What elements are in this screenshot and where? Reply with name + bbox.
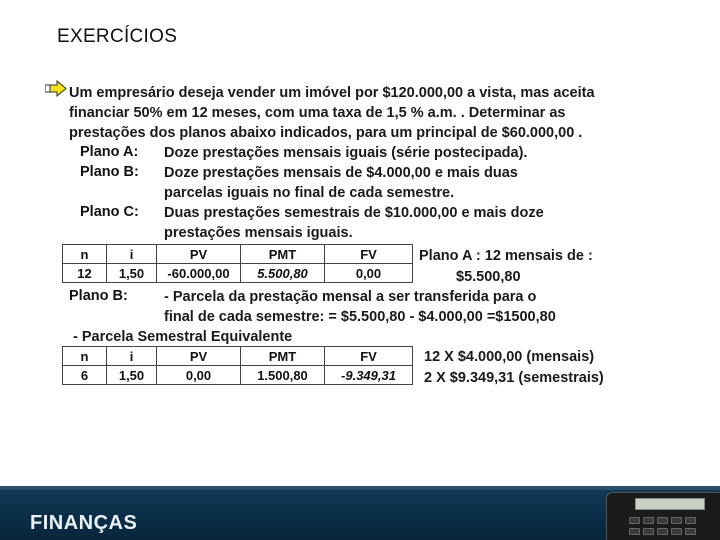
header-i: i [107,347,157,366]
cell-n: 6 [63,366,107,385]
problem-line-3: prestações dos planos abaixo indicados, para um principal de $60.000,00 . [69,125,583,141]
table-row [63,264,413,283]
plan-b-note-2: 2 X $9.349,31 (semestrais) [424,370,604,386]
plan-a-label: Plano A: [80,144,139,160]
calc-table-plan-a [62,244,413,283]
header-pv: PV [157,347,241,366]
plan-b-line-2: final de cada semestre: = $5.500,80 - $4.000,00 =$1500,80 [164,309,556,325]
cell-i: 1,50 [107,264,157,283]
calculator-key-icon [657,528,668,535]
problem-line-1: Um empresário deseja vender um imóvel por $120.000,00 a vista, mas aceita [69,85,595,101]
plan-a-note-1: Plano A : 12 mensais de : [419,248,593,264]
header-pmt: PMT [241,245,325,264]
footer-title: FINANÇAS [30,512,138,534]
cell-pmt: 1.500,80 [241,366,325,385]
header-pmt: PMT [241,347,325,366]
header-i: i [107,245,157,264]
header-fv: FV [325,347,413,366]
calculator-key-icon [671,517,682,524]
plan-b-desc-2: parcelas iguais no final de cada semestre. [164,185,455,201]
plan-c-desc-2: prestações mensais iguais. [164,225,353,241]
plan-a-desc: Doze prestações mensais iguais (série postecipada). [164,145,528,161]
calculator-key-icon [685,517,696,524]
calculator-key-icon [657,517,668,524]
slide-title: EXERCÍCIOS [57,26,178,47]
calculator-key-icon [629,517,640,524]
plan-b-section-label: Plano B: [69,288,128,304]
calculator-key-icon [685,528,696,535]
problem-line-2: financiar 50% em 12 meses, com uma taxa de 1,5 % a.m. . Determinar as [69,105,566,121]
plan-b-line-1: - Parcela da prestação mensal a ser transferida para o [164,289,537,305]
cell-n: 12 [63,264,107,283]
header-n: n [63,347,107,366]
cell-pv: -60.000,00 [157,264,241,283]
header-n: n [63,245,107,264]
plan-a-note-2: $5.500,80 [456,269,521,285]
plan-c-label: Plano C: [80,204,139,220]
calculator-key-icon [643,528,654,535]
cell-pv: 0,00 [157,366,241,385]
calculator-key-icon [671,528,682,535]
calculator-key-icon [643,517,654,524]
plan-b-note-1: 12 X $4.000,00 (mensais) [424,349,595,365]
calculator-key-icon [629,528,640,535]
calculator-screen-icon [635,498,705,510]
plan-c-desc-1: Duas prestações semestrais de $10.000,00 e mais doze [164,205,544,221]
calculator-icon [606,492,720,540]
header-pv: PV [157,245,241,264]
footer-banner [0,486,720,540]
cell-i: 1,50 [107,366,157,385]
plan-b-label: Plano B: [80,164,139,180]
table-header-row [63,245,413,264]
cell-fv: -9.349,31 [325,366,413,385]
footer-band [0,486,720,490]
equiv-label: - Parcela Semestral Equivalente [73,329,293,345]
plan-b-desc-1: Doze prestações mensais de $4.000,00 e mais duas [164,165,518,181]
calc-table-plan-b [62,346,413,385]
cell-fv: 0,00 [325,264,413,283]
table-header-row [63,347,413,366]
header-fv: FV [325,245,413,264]
table-row [63,366,413,385]
cell-pmt: 5.500,80 [241,264,325,283]
arrow-bullet-icon [45,80,67,97]
